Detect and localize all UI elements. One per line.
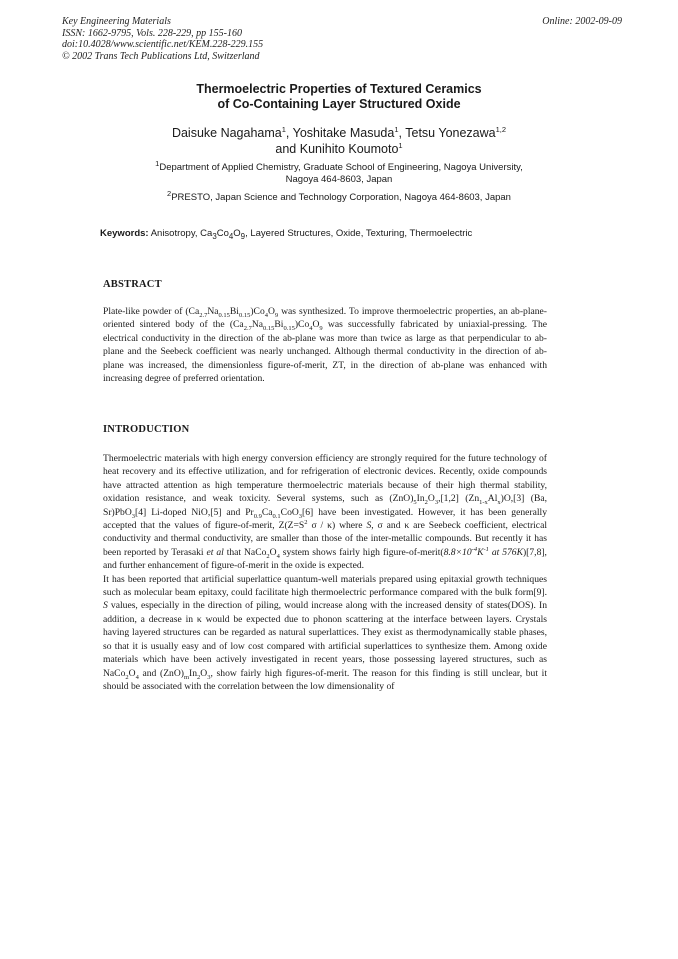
author-name: Daisuke Nagahama [171, 126, 282, 140]
abstract-heading: ABSTRACT [103, 279, 162, 290]
keywords-text: , Layered Structures, Oxide, Texturing, Thermoelectric [245, 228, 473, 239]
online-date: Online: 2002-09-09 [542, 16, 622, 27]
author-list: Daisuke Nagahama$^1$, Yoshitake Masuda$^1$, Tetsu Yonezawa$^{1,2}$ and Kunihito Koumoto$^1$ [171, 124, 507, 156]
copyright-line: © 2002 Trans Tech Publications Ltd, Switzerland [62, 50, 260, 62]
author-affiliation-mark: 1 [281, 124, 286, 134]
author-conjunction: and [275, 142, 300, 156]
keywords-text: O [233, 228, 241, 239]
affiliation-text: Nagoya 464-8603, Japan [285, 174, 393, 185]
keywords-text: Co [216, 228, 229, 239]
affiliation-text: PRESTO, Japan Science and Technology Corporation, Nagoya 464-8603, Japan [171, 192, 511, 203]
introduction-heading: INTRODUCTION [103, 424, 190, 435]
affiliation-2 [0, 188, 678, 204]
introduction-paragraph-2: It has been reported that artificial superlattice quantum-well materials prepared using epitaxial growth techniques such as molecular beam epitaxy, could facilitate high thermoelectric performance compared with the bulk form[9]. S values, especially in the direction of piling, would increase along with the increased density of states(DOS). In addition, a decrease in κ would be expected due to phonon scattering at the interface between layers. Crystals having layered structures can be regarded as natural superlattices. They exist as thermodynamically stable phases, so that it is usually easy and of low cost compared with artificial superlattices to synthesize them. Among oxide materials which have been actively investigated in recent years, those possessing layered structures, such as $NaCo_2O_4$ and $(ZnO)_mIn_2O_3$, show fairly high figures-of-merit. The reason for this finding is still unclear, but it should be associated with the correlation between the low dimensionality of [103, 573, 548, 692]
issn-line: ISSN: 1662-9795, Vols. 228-229, pp 155-160 [62, 27, 242, 39]
abstract-body: Plate-like powder of $(Ca_{2.7}Na_{0.15}Bi_{0.15})Co_4O_9$ was synthesized. To improve thermoelectric properties, an ab-plane-oriented sintered body of the $(Ca_{2.7}Na_{0.15}Bi_{0.15})Co_4O_9$ was successfully fabricated by uniaxial-pressing. The electrical conductivity in the direction of the ab-plane was more than twice as large as that perpendicular to ab-plane and the Seebeck coefficient was nearly unchanged. Although thermal conductivity in the direction of ab-plane was increased, the dimensionless figure-of-merit, ZT, in the direction of ab-plane was enhanced with increasing degree of preferred orientation. [103, 306, 548, 385]
affiliation-mark: 2 [167, 188, 172, 198]
author-name: Kunihito Koumoto [299, 142, 399, 156]
keywords-sub: 3 [212, 231, 217, 241]
title-line-2: of Co-Containing Layer Structured Oxide [217, 97, 461, 111]
affiliation-1 [0, 158, 678, 186]
keywords-sub: 9 [240, 231, 246, 241]
paper-title [0, 82, 678, 112]
introduction-body [103, 452, 547, 693]
doi-line[interactable]: doi:10.4028/www.scientific.net/KEM.228-229.155 [62, 39, 264, 50]
affiliation-text: Department of Applied Chemistry, Graduate School of Engineering, Nagoya University, [159, 162, 523, 173]
author-affiliation-mark: 1,2 [495, 124, 507, 134]
author-affiliation-mark: 1 [394, 124, 399, 134]
title-line-1: Thermoelectric Properties of Textured Ceramics [196, 82, 482, 96]
keywords-sub: 4 [228, 231, 234, 241]
keywords-text: Anisotropy, Ca [150, 228, 213, 239]
author-name: Yoshitake Masuda [292, 126, 395, 140]
keywords-line [100, 228, 600, 243]
author-name: Tetsu Yonezawa [405, 126, 496, 140]
affiliation-mark: 1 [155, 158, 160, 168]
introduction-paragraph-1: Thermoelectric materials with high energy conversion efficiency are strongly required for the future technology of heat recovery and its effective utilization, and for refrigeration of electronic devices. Recently, oxide compounds have attracted attention as high temperature thermoelectric materials because of their high thermal stability, oxidation resistance, and weak toxicity. Several systems, such as $(ZnO)_5In_2O_3,[1,2]$ $(Zn_{1-x}Al_x)O,[3]$ (Ba, Sr)PbO$_3$[4] Li-doped NiO,[5] and $Pr_{0.9}Ca_{0.1}CoO_3[6]$ have been investigated. However, it has been generally accepted that the values of figure-of-merit, $Z(Z=S^2$ σ / κ) where S, σ and κ are Seebeck coefficient, electrical conductivity and thermal conductivity, are smaller than those of the inter-metallic compounds. But recently it has been reported by Terasaki et al that $NaCo_2O_4$ system shows fairly high figure-$of-merit(8.8\times 10^{-4}K^{-1}$ at 576K)[7,8], and further enhancement of figure-of-merit in the oxide is expected. [103, 453, 548, 572]
journal-name: Key Engineering Materials [62, 16, 171, 27]
keywords-label: Keywords: [100, 228, 149, 239]
journal-header [62, 16, 622, 62]
author-affiliation-mark: 1 [398, 140, 403, 150]
